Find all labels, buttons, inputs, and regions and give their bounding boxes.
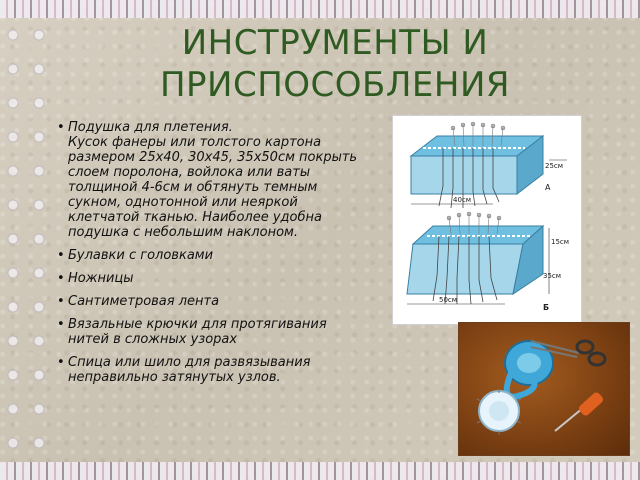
pillow-b [407, 212, 569, 312]
list-item-lead: Булавки с головками [68, 248, 214, 263]
bullet-list [56, 120, 366, 385]
list-item [68, 271, 366, 286]
decorative-beads [0, 18, 52, 462]
list-item-lead: Сантиметровая лента [68, 294, 220, 309]
pillow-a [411, 122, 567, 208]
list-item-text: Кусок фанеры или толстого картона размером 25х40, 30х45, 35х50см покрыть слоем поролона, войлока или ваты толщиной 4-6см и обтянуть темным сукном, однотонной или неяркой клетчатой тканью. Наиболее удобна подушка с небольшим наклоном. [68, 135, 358, 240]
awl-icon [555, 391, 605, 431]
pillow-diagram-svg [393, 116, 581, 324]
label-bottom-length: 50см [439, 296, 458, 304]
tools-photo-svg [459, 323, 629, 455]
label-top-letter: А [545, 183, 551, 192]
tools-photo [458, 322, 630, 456]
pillow-diagram [392, 115, 582, 325]
label-top-length: 40см [453, 196, 472, 204]
list-item-lead: Подушка для плетения. [68, 120, 233, 135]
list-item [68, 317, 366, 347]
label-bottom-height: 35см [543, 272, 562, 280]
list-item-lead: Вязальные крючки для протягивания нитей в сложных узорах [68, 317, 327, 347]
label-top-height: 25см [545, 162, 564, 170]
list-item [68, 120, 366, 240]
label-bottom-letter: Б [543, 303, 550, 312]
list-item-lead: Спица или шило для развязывания неправильно затянутых узлов. [68, 355, 311, 385]
list-item [68, 294, 366, 309]
bullet-list-container [56, 120, 366, 393]
list-item [68, 355, 366, 385]
list-item [68, 248, 366, 263]
slide-title: ИНСТРУМЕНТЫ И ПРИСПОСОБЛЕНИЯ [159, 23, 511, 105]
list-item-lead: Ножницы [68, 271, 134, 286]
decorative-border-bottom [0, 462, 640, 480]
label-bottom-side: 15см [551, 238, 570, 246]
decorative-border-top [0, 0, 640, 18]
